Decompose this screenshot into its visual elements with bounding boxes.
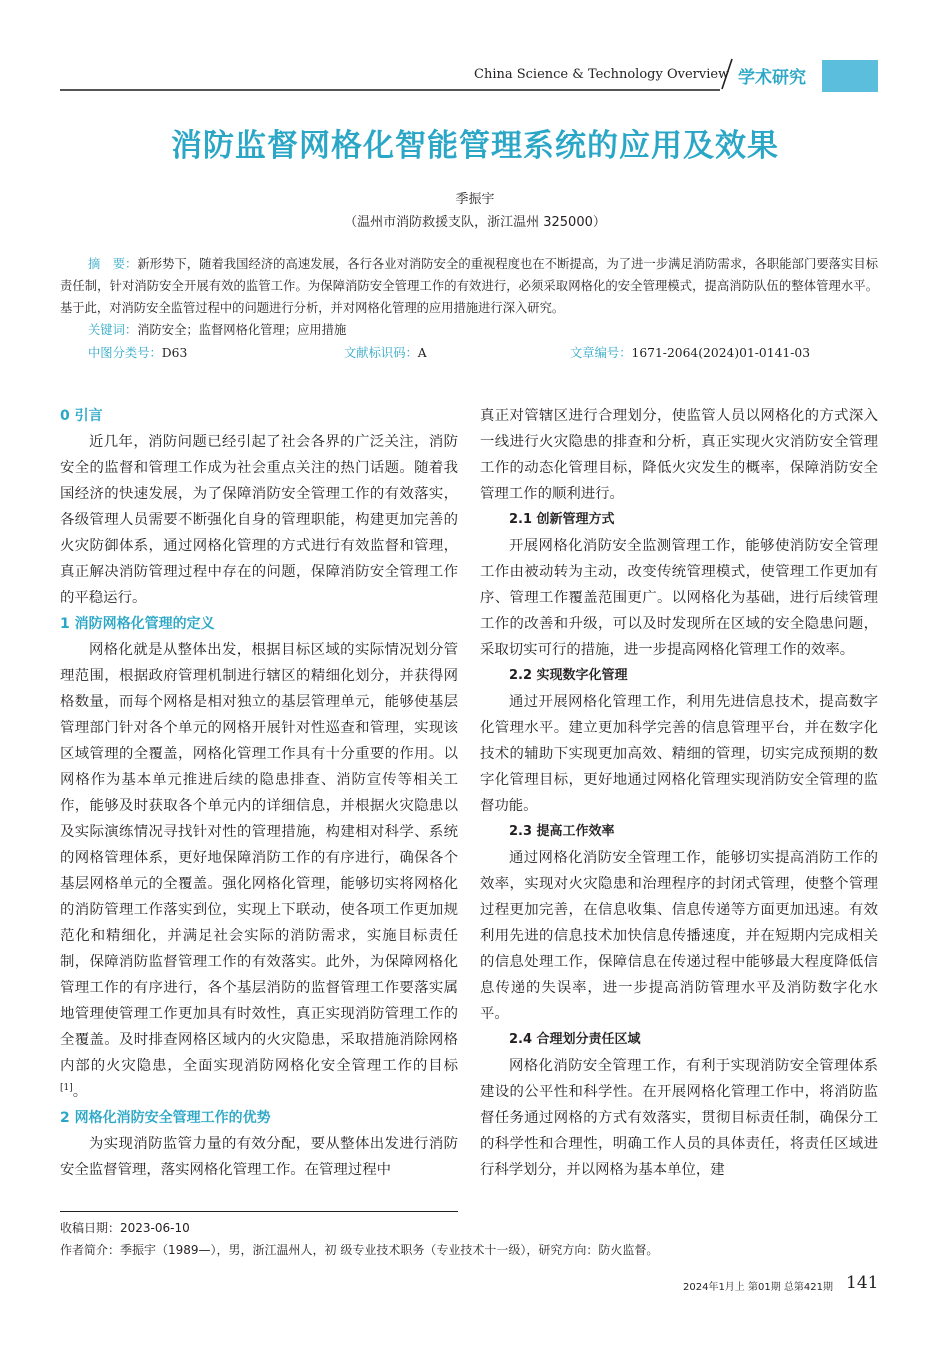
clc-number bbox=[88, 343, 187, 361]
author-bio: 作者简介：季振宇（1989—），男，浙江温州人，初 级专业技术职务（专业技术十一级），研究方向：防火监督。 bbox=[60, 1243, 659, 1257]
subsection-heading: 2.3 提高工作效率 bbox=[509, 824, 615, 839]
subsection-heading: 2.4 合理划分责任区域 bbox=[509, 1032, 641, 1047]
paragraph: 网格化消防安全管理工作，有利于实现消防安全管理体系建设的公平性和科学性。在开展网格化管理工作中，将消防监督任务通过网格的方式有效落实，贯彻目标责任制，确保分工的科学性和合理性，明确工作人员的具体责任，将责任区域进行科学划分，并以网格为基本单位，建 bbox=[480, 1058, 878, 1178]
keywords bbox=[88, 320, 346, 338]
journal-name: China Science & Technology Overview bbox=[474, 67, 730, 82]
received-date: 收稿日期：2023-06-10 bbox=[60, 1221, 190, 1235]
clc-label: 中图分类号： bbox=[88, 346, 162, 360]
article-value: 1671-2064(2024)01-0141-03 bbox=[631, 346, 811, 360]
paragraph: 开展网格化消防安全监测管理工作，能够使消防安全管理工作由被动转为主动，改变传统管理模式，使管理工作更加有序、管理工作覆盖范围更广。以网格化为基础，进行后续管理工作的改善和升级，可以及时发现所在区域的安全隐患问题，采取切实可行的措施，进一步提高网格化管理工作的效率。 bbox=[480, 538, 878, 658]
section-heading: 0 引言 bbox=[60, 408, 103, 424]
keywords-text: 消防安全；监督网格化管理；应用措施 bbox=[137, 323, 347, 337]
abstract-label: 摘 要： bbox=[88, 257, 138, 271]
author-affiliation: （温州市消防救援支队，浙江温州 325000） bbox=[344, 215, 606, 230]
paragraph bbox=[60, 637, 458, 1105]
page-number: 141 bbox=[846, 1273, 879, 1293]
doc-value: A bbox=[417, 346, 427, 360]
section-label: 学术研究 bbox=[738, 68, 806, 88]
footnote-rule bbox=[60, 1211, 458, 1212]
left-column bbox=[60, 403, 458, 1183]
subsection-heading: 2.2 实现数字化管理 bbox=[509, 668, 628, 683]
abstract bbox=[60, 253, 878, 319]
subsection-heading: 2.1 创新管理方式 bbox=[509, 512, 615, 527]
author-name: 季振宇 bbox=[455, 192, 495, 207]
clc-value: D63 bbox=[161, 346, 188, 360]
header-slash bbox=[720, 58, 734, 90]
doc-label: 文献标识码： bbox=[344, 346, 418, 360]
paragraph: 通过开展网格化管理工作，利用先进信息技术，提高数字化管理水平。建立更加科学完善的信息管理平台，并在数字化技术的辅助下实现更加高效、精细的管理，切实完成预期的数字化管理目标，更好地通过网格化管理实现消防安全管理的监督功能。 bbox=[480, 694, 878, 814]
paragraph: 为实现消防监管力量的有效分配，要从整体出发进行消防安全监督管理，落实网格化管理工作。在管理过程中 bbox=[60, 1136, 458, 1178]
article-title: 消防监督网格化智能管理系统的应用及效果 bbox=[171, 128, 779, 164]
abstract-text: 新形势下，随着我国经济的高速发展，各行各业对消防安全的重视程度也在不断提高，为了进一步满足消防需求，各职能部门要落实目标责任制，针对消防安全开展有效的监管工作。为保障消防安全管理工作的有效进行，必须采取网格化的安全管理模式，提高消防队伍的整体管理水平。基于此，对消防安全监管过程中的问题进行分析，并对网格化管理的应用措施进行深入研究。 bbox=[60, 257, 878, 315]
header-rule bbox=[60, 89, 720, 91]
paragraph-continued: 真正对管辖区进行合理划分，使监管人员以网格化的方式深入一线进行火灾隐患的排查和分析，真正实现火灾消防安全管理工作的动态化管理目标，降低火灾发生的概率，保障消防安全管理工作的顺利进行。 bbox=[480, 408, 878, 502]
keywords-label: 关键词： bbox=[88, 323, 138, 337]
document-code bbox=[344, 343, 427, 361]
issue-info: 2024年1月上 第01期 总第421期 bbox=[683, 1282, 833, 1293]
paragraph: 通过网格化消防安全管理工作，能够切实提高消防工作的效率，实现对火灾隐患和治理程序的封闭式管理，使整个管理过程更加完善，在信息收集、信息传递等方面更加迅速。有效利用先进的信息技术加快信息传播速度，并在短期内完成相关的信息处理工作，保障信息在传递过程中能够最大程度降低信息传递的失误率，进一步提高消防管理水平及消防数字化水平。 bbox=[480, 850, 878, 1022]
section-heading: 2 网格化消防安全管理工作的优势 bbox=[60, 1110, 271, 1126]
article-number bbox=[570, 343, 810, 361]
section-heading: 1 消防网格化管理的定义 bbox=[60, 616, 215, 632]
paragraph: 近几年，消防问题已经引起了社会各界的广泛关注，消防安全的监督和管理工作成为社会重点关注的热门话题。随着我国经济的快速发展，为了保障消防安全管理工作的有效落实，各级管理人员需要不断强化自身的管理职能，构建更加完善的火灾防御体系，通过网格化管理的方式进行有效监督和管理，真正解决消防管理过程中存在的问题，保障消防安全管理工作的平稳运行。 bbox=[60, 434, 458, 606]
paragraph-text: 网格化就是从整体出发，根据目标区域的实际情况划分管理范围，根据政府管理机制进行辖区的精细化划分，并获得网格数量，而每个网格是相对独立的基层管理单元，能够使基层管理部门针对各个单元的网格开展针对性巡查和管理，实现该区域管理的全覆盖，网格化管理工作具有十分重要的作用。以网格作为基本单元推进后续的隐患排查、消防宣传等相关工作，能够及时获取各个单元内的详细信息，并根据火灾隐患以及实际演练情况寻找针对性的管理措施，构建相对科学、系统的网格管理体系，更好地保障消防工作的有序进行，确保各个基层网格单元的全覆盖。强化网格化管理，能够切实将网格化的消防管理工作落实到位，实现上下联动，使各项工作更加规范化和精细化，并满足社会实际的消防需求，实施目标责任制，保障消防监督管理工作的有效落实。此外，为保障网格化管理工作的有序进行，各个基层消防的监督管理工作要落实属地管理使管理工作更加具有时效性，真正实现消防管理工作的全覆盖。及时排查网格区域内的火灾隐患，采取措施消除网格内部的火灾隐患，全面实现消防网格化安全管理工作的目标 bbox=[60, 642, 458, 1074]
paragraph-end: 。 bbox=[72, 1084, 88, 1100]
citation: [1] bbox=[60, 1083, 73, 1094]
header-color-block bbox=[822, 60, 878, 92]
right-column bbox=[480, 403, 878, 1183]
article-label: 文章编号： bbox=[570, 346, 632, 360]
